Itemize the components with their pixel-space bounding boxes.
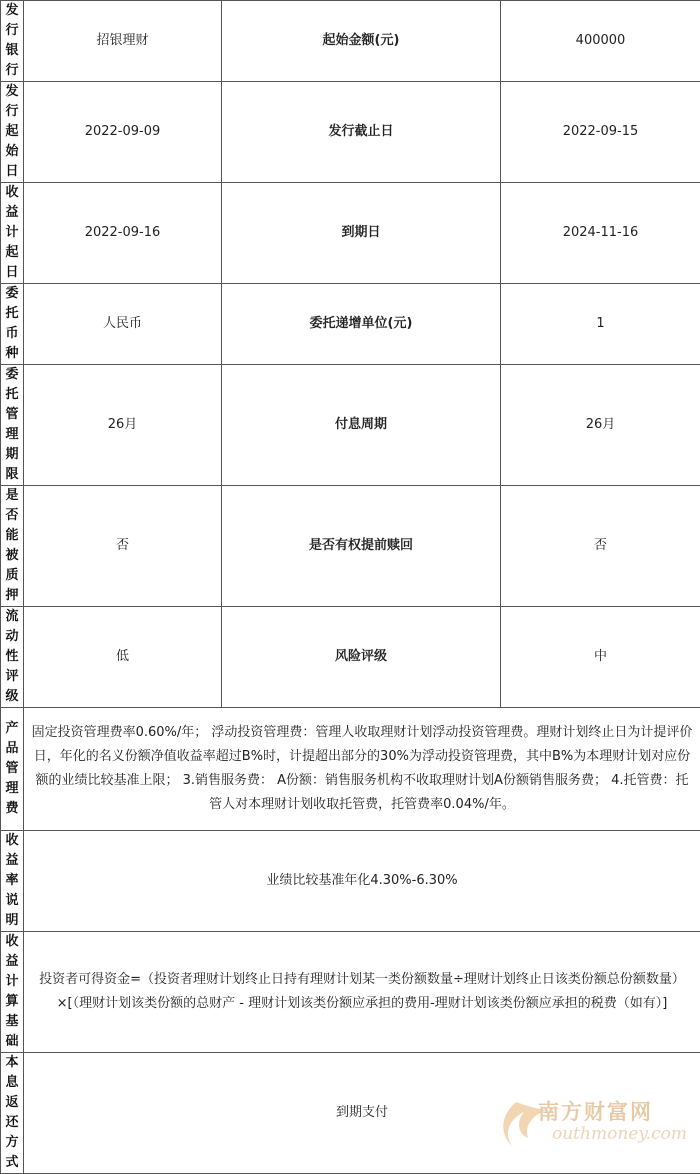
yield-description-text: 业绩比较基准年化4.30%-6.30%: [30, 869, 694, 893]
row-label: [1, 82, 24, 183]
row-label-text: 收益率说明: [5, 831, 19, 931]
cell-value: 人民币: [24, 284, 222, 365]
cell-key: 付息周期: [222, 365, 501, 486]
watermark-en-text: outhmoney.com: [552, 1124, 687, 1144]
row-label-text: 产品管理费: [5, 719, 19, 819]
table-row: [1, 365, 700, 486]
cell-value: 中: [501, 607, 700, 708]
table-row: [1, 284, 700, 365]
row-label-text: 是否能被质押: [5, 486, 19, 606]
row-label-text: 发行起始日: [5, 82, 19, 182]
table-row-wide: [1, 932, 700, 1053]
management-fee-text: 固定投资管理费率0.60%/年； 浮动投资管理费：管理人收取理财计划浮动投资管理费。理财计划终止日为计提评价日，年化的名义份额净值收益率超过B%时，计提超出部分的30%为浮动投资管理费，其中B%为本理财计划对应份额的业绩比较基准上限； 3.销售服务费： A份额：销售服务机构不收取理财计划A份额销售服务费； 4.托管费：托管人对本理财计划收取托管费，托管费率0.04%/年。: [30, 721, 694, 817]
cell-key: 发行截止日: [222, 82, 501, 183]
cell-value: 否: [24, 486, 222, 607]
watermark-cn-text: 南方财富网: [538, 1096, 653, 1126]
row-label-text: 收益计起日: [5, 183, 19, 283]
table-row: [1, 486, 700, 607]
row-label-text: 本息返还方式: [5, 1053, 19, 1173]
row-label: [1, 284, 24, 365]
cell-value: 2022-09-15: [501, 82, 700, 183]
cell-value: 2022-09-16: [24, 183, 222, 284]
yield-calc-basis-text: 投资者可得资金=（投资者理财计划终止日持有理财计划某一类份额数量÷理财计划终止日该类份额总份额数量）×[（理财计划该类份额的总财产 - 理财计划该类份额应承担的费用-理财计划该类份额应承担的税费（如有）]: [30, 968, 694, 1016]
table-row: [1, 1, 700, 82]
row-label-text: 发行银行: [5, 1, 19, 81]
table-row: [1, 607, 700, 708]
row-label-text: 收益计算基础: [5, 932, 19, 1052]
cell-value: 招银理财: [24, 1, 222, 82]
cell-paragraph: [24, 708, 700, 831]
row-label: [1, 365, 24, 486]
row-label-text: 委托币种: [5, 284, 19, 364]
row-label: [1, 607, 24, 708]
row-label-text: 流动性评级: [5, 607, 19, 707]
cell-key: 是否有权提前赎回: [222, 486, 501, 607]
table-row: [1, 82, 700, 183]
cell-value: 否: [501, 486, 700, 607]
table-row-wide: [1, 831, 700, 932]
repayment-method-text: 到期支付: [30, 1101, 694, 1125]
cell-value: 低: [24, 607, 222, 708]
row-label: [1, 932, 24, 1053]
cell-value: 1: [501, 284, 700, 365]
cell-value: 26月: [24, 365, 222, 486]
cell-key: 到期日: [222, 183, 501, 284]
cell-value: 2024-11-16: [501, 183, 700, 284]
cell-key: 风险评级: [222, 607, 501, 708]
cell-value: 26月: [501, 365, 700, 486]
row-label: [1, 1053, 24, 1174]
cell-paragraph: [24, 932, 700, 1053]
southmoney-watermark: [494, 1096, 694, 1150]
row-label: [1, 708, 24, 831]
table-row: [1, 183, 700, 284]
cell-value: 2022-09-09: [24, 82, 222, 183]
cell-value: 400000: [501, 1, 700, 82]
table-row-wide: [1, 708, 700, 831]
row-label-text: 委托管理期限: [5, 365, 19, 485]
cell-paragraph: [24, 831, 700, 932]
cell-key: 委托递增单位(元): [222, 284, 501, 365]
row-label: [1, 183, 24, 284]
cell-key: 起始金额(元): [222, 1, 501, 82]
row-label: [1, 486, 24, 607]
row-label: [1, 831, 24, 932]
row-label: [1, 1, 24, 82]
